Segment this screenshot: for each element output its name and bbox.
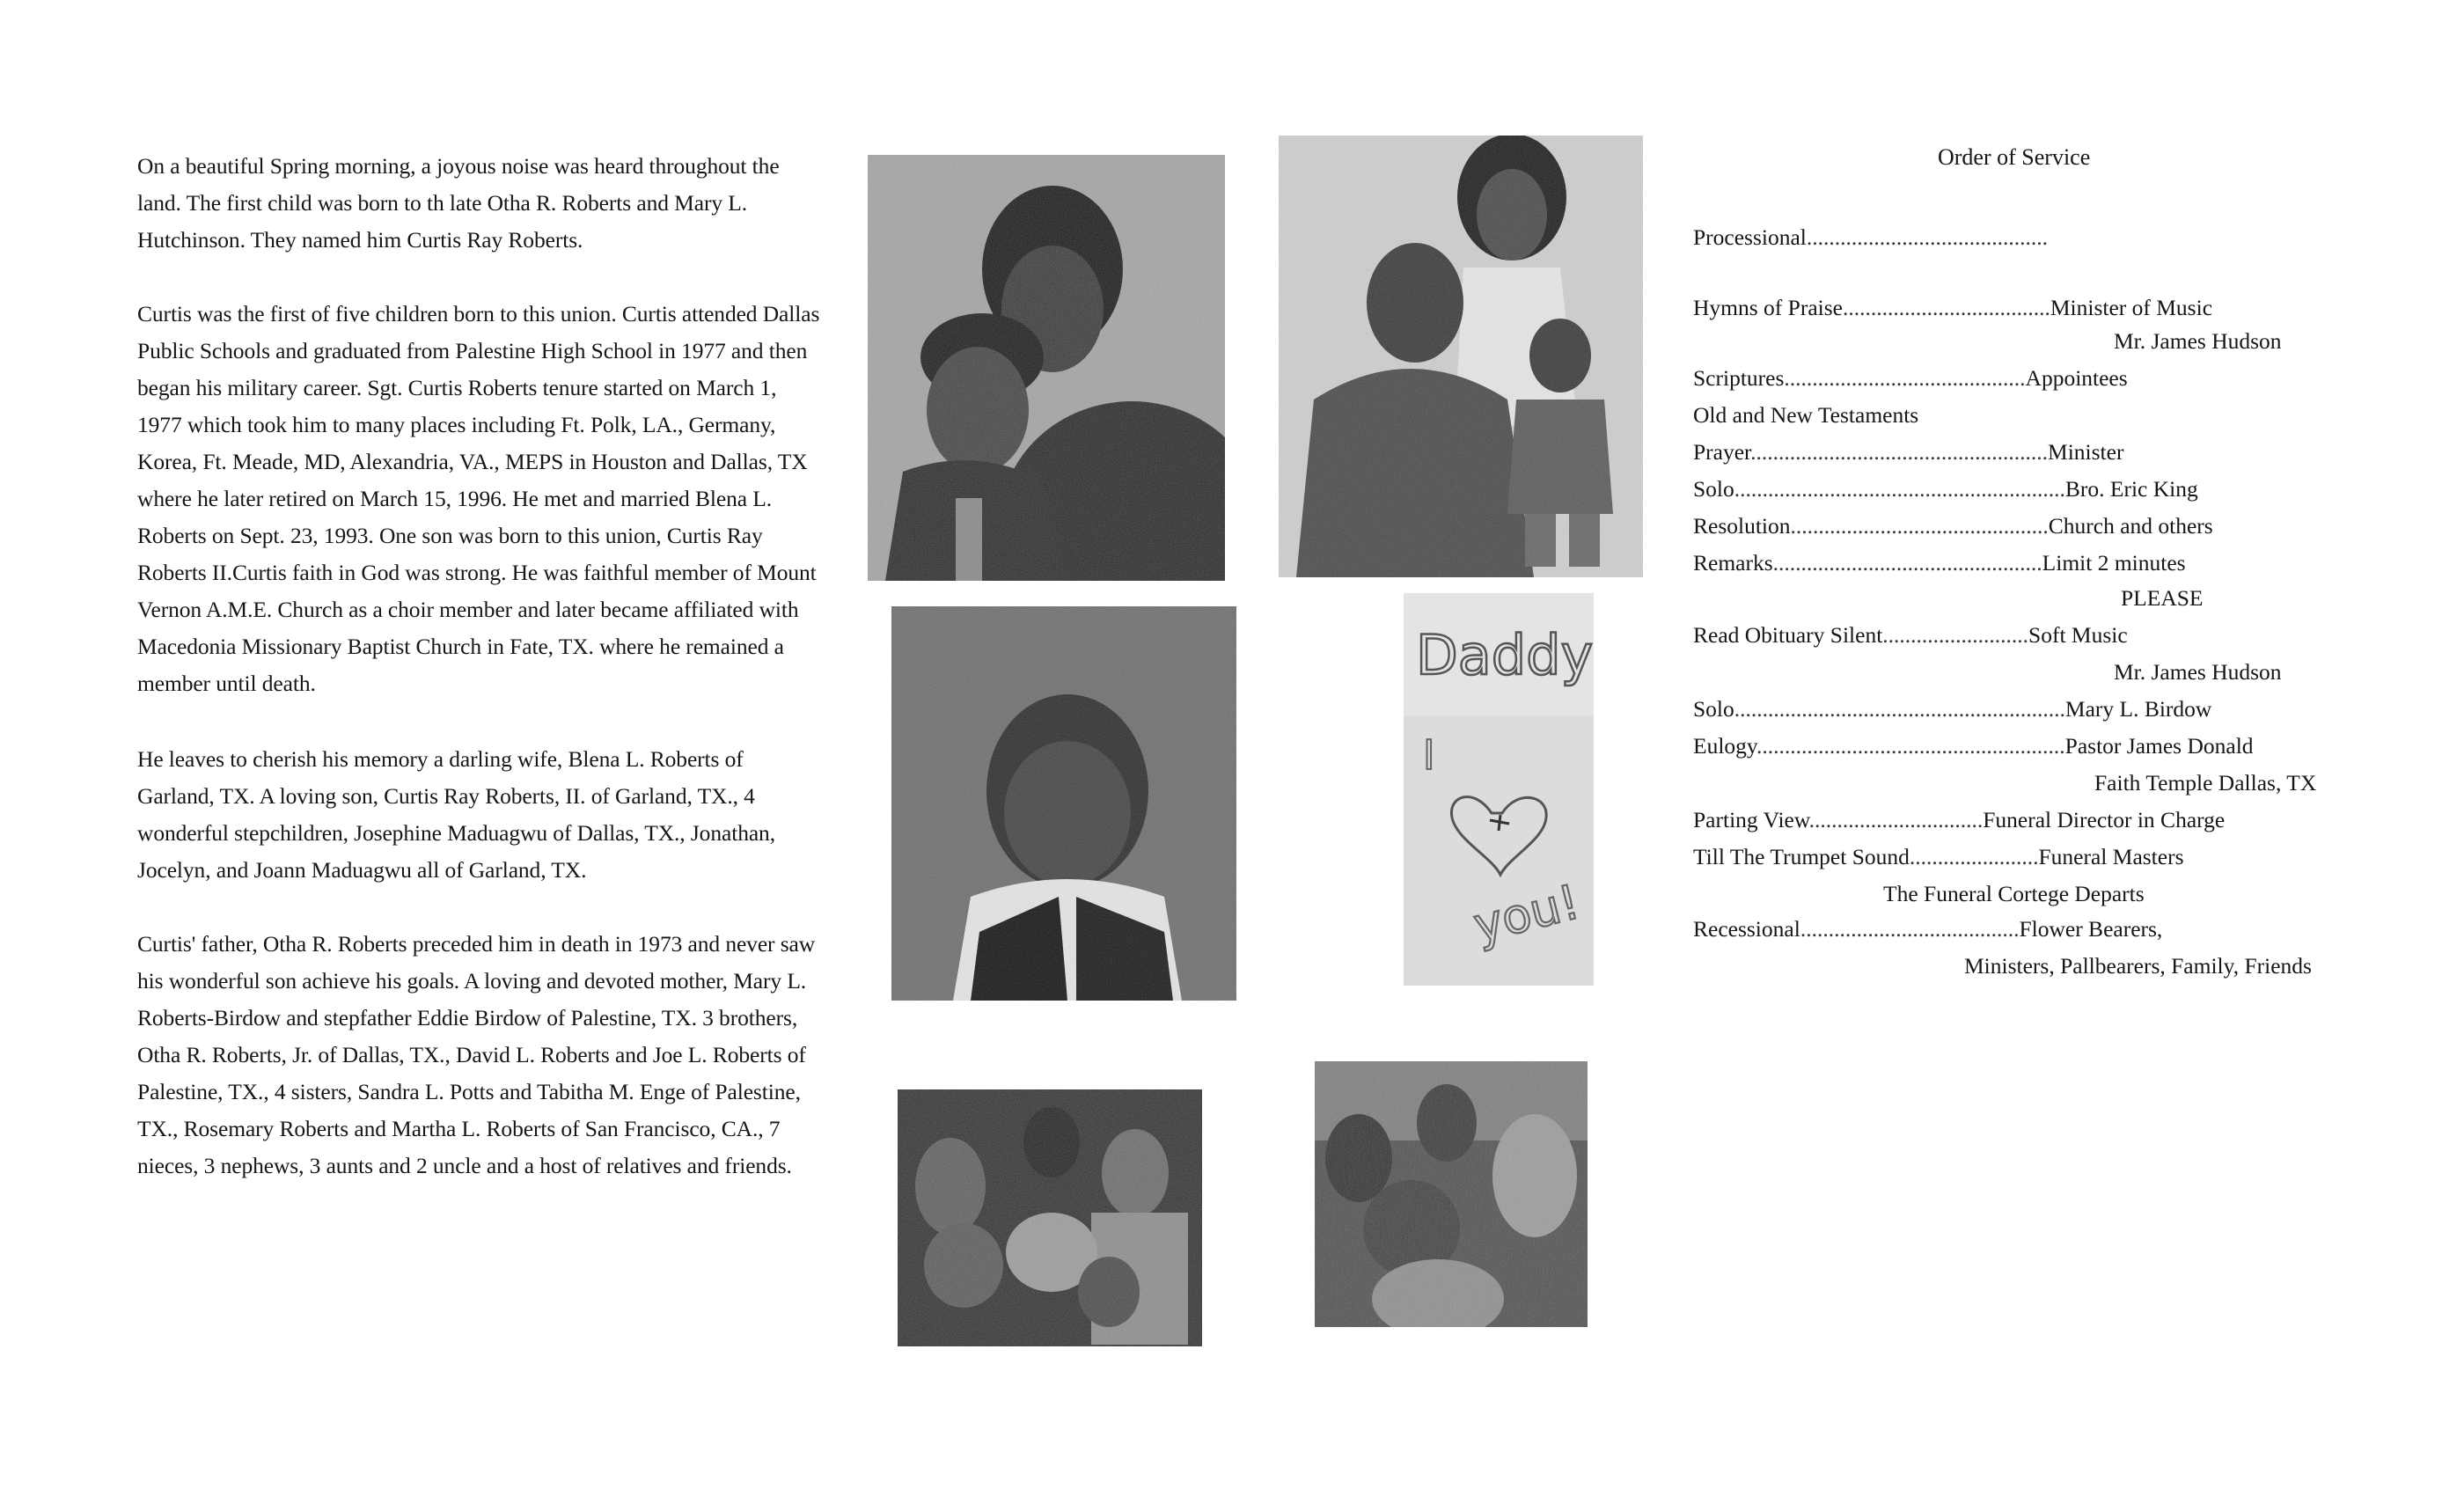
service-row-solo-2: [1693, 695, 2211, 723]
service-row-read-obituary: [1693, 621, 2128, 649]
service-row-trumpet-sound: [1693, 843, 2184, 871]
service-row-resolution: [1693, 512, 2213, 540]
obituary-paragraph-survivors: He leaves to cherish his memory a darling wife, Blena L. Roberts of Garland, TX. A loving son, Curtis Ray Roberts, II. of Garland, TX., 4 wonderful stepchildren, Josephine Maduagwu of Dallas, TX., Jonathan, Jocelyn, and Joann Maduagwu all of Garland, TX.: [137, 746, 775, 883]
service-row-processional: [1693, 224, 2048, 252]
service-row-eulogy-continued: Faith Temple Dallas, TX: [2094, 770, 2317, 796]
service-value: Limit 2 minutes: [2042, 550, 2186, 576]
service-label: Old and New Testaments: [1693, 402, 1919, 428]
leader-dots: ................................................: [1772, 550, 2042, 576]
card-text-i: I: [1423, 731, 1435, 779]
service-row-hymns: [1693, 294, 2212, 322]
card-text-daddy: Daddy: [1416, 623, 1594, 687]
leader-dots: ...........................................: [1784, 365, 2026, 391]
service-label: Till The Trumpet Sound: [1693, 844, 1910, 869]
service-label: Remarks: [1693, 550, 1773, 576]
service-label: Parting View: [1693, 807, 1809, 832]
order-of-service-title: Order of Service: [1938, 144, 2091, 170]
service-value: Appointees: [2025, 365, 2128, 391]
service-row-cortege-departs: The Funeral Cortege Departs: [1883, 881, 2145, 906]
service-label: Solo: [1693, 696, 1734, 722]
service-label: Processional: [1693, 224, 1807, 250]
service-value: Bro. Eric King: [2064, 476, 2198, 502]
service-value: Minister of Music: [2050, 295, 2213, 320]
service-row-please: PLEASE: [2121, 585, 2204, 611]
leader-dots: ..............................................: [1790, 513, 2049, 539]
obituary-paragraph-life: Curtis was the first of five children born to this union. Curtis attended Dallas Public Schools and graduated from Palestine High School in 1977 and then began his military career. Sgt. Curtis Roberts tenure started on March 1, 1977 which took him to many places including Ft. Polk, LA., Germany, Korea, Ft. Meade, MD, Alexandria, VA., MEPS in Houston and Dallas, TX where he later retired on March 15, 1996. He met and married Blena L. Roberts on Sept. 23, 1993. One son was born to this union, Curtis Ray Roberts II.Curtis faith in God was strong. He was faithful member of Mount Vernon A.M.E. Church as a choir member and later became affiliated with Macedonia Missionary Baptist Church in Fate, TX. where he remained a member until death.: [137, 301, 820, 696]
service-label: Prayer: [1693, 439, 1751, 465]
service-value: Soft Music: [2028, 622, 2128, 648]
leader-dots: ...........................................................: [1734, 696, 2065, 722]
service-row-recessional-continued: Ministers, Pallbearers, Family, Friends: [1964, 953, 2312, 979]
leader-dots: .....................................................: [1750, 439, 2049, 465]
leader-dots: ...........................................: [1806, 224, 2049, 250]
service-row-prayer: [1693, 438, 2123, 466]
photo-family-group: [898, 1089, 1202, 1346]
service-row-parting-view: [1693, 806, 2225, 834]
service-row-soft-music-continued: Mr. James Hudson: [2114, 659, 2282, 685]
photo-group-outdoors: [1315, 1061, 1588, 1327]
leader-dots: .......................: [1909, 844, 2039, 869]
leader-dots: .....................................: [1842, 295, 2050, 320]
service-row-eulogy: [1693, 732, 2254, 760]
service-label: Recessional: [1693, 916, 1800, 942]
service-label: Scriptures: [1693, 365, 1785, 391]
service-row-solo-1: [1693, 475, 2198, 503]
service-value: Mary L. Birdow: [2064, 696, 2212, 722]
photo-couple-in-uniform: [868, 155, 1225, 581]
card-text-you: you!: [1468, 874, 1586, 954]
leader-dots: ..........................: [1882, 622, 2029, 648]
service-label: Read Obituary Silent: [1693, 622, 1883, 648]
leader-dots: .......................................: [1800, 916, 2020, 942]
daddy-i-love-you-card: [1404, 593, 1594, 986]
service-value: Church and others: [2048, 513, 2213, 539]
photo-young-boy: [891, 606, 1236, 1001]
service-value: Minister: [2048, 439, 2124, 465]
service-value: Funeral Masters: [2038, 844, 2184, 869]
photo-family-portrait: [1279, 136, 1643, 577]
service-value: Pastor James Donald: [2064, 733, 2254, 759]
leader-dots: ...........................................................: [1734, 476, 2065, 502]
service-label: Hymns of Praise: [1693, 295, 1843, 320]
obituary-text: [137, 148, 824, 1221]
service-row-remarks: [1693, 549, 2186, 577]
service-label: Eulogy: [1693, 733, 1757, 759]
service-row-hymns-continued: Mr. James Hudson: [2114, 328, 2282, 354]
service-row-testaments: [1693, 401, 1918, 429]
obituary-paragraph-family: Curtis' father, Otha R. Roberts preceded him in death in 1973 and never saw his wonderful son achieve his goals. A loving and devoted mother, Mary L. Roberts-Birdow and stepfather Eddie Birdow of Palestine, TX. 3 brothers, Otha R. Roberts, Jr. of Dallas, TX., David L. Roberts and Joe L. Roberts of Palestine, TX., 4 sisters, Sandra L. Potts and Tabitha M. Enge of Palestine, TX., Rosemary Roberts and Martha L. Roberts of San Francisco, CA., 7 nieces, 3 nephews, 3 aunts and 2 uncle and a host of relatives and friends.: [137, 931, 816, 1178]
service-row-recessional: [1693, 915, 2162, 943]
leader-dots: .......................................................: [1756, 733, 2065, 759]
service-row-scriptures: [1693, 364, 2128, 392]
service-label: Resolution: [1693, 513, 1791, 539]
leader-dots: ...............................: [1808, 807, 1984, 832]
service-label: Solo: [1693, 476, 1734, 502]
service-value: Funeral Director in Charge: [1983, 807, 2226, 832]
obituary-paragraph-birth: On a beautiful Spring morning, a joyous noise was heard throughout the land. The first child was born to th late Otha R. Roberts and Mary L. Hutchinson. They named him Curtis Ray Roberts.: [137, 153, 780, 253]
service-value: Flower Bearers,: [2019, 916, 2163, 942]
